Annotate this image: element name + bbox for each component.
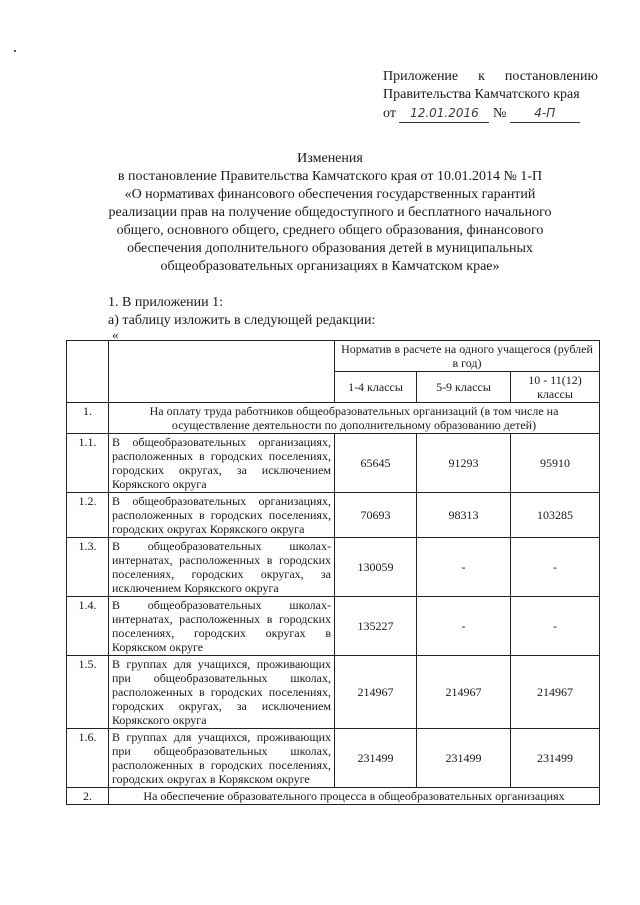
appendix-line-1: Приложение к постановлению (383, 69, 598, 84)
row-value-1-4: 214967 (335, 656, 417, 729)
table-row (67, 729, 600, 788)
table-row (67, 493, 600, 538)
section-text: На обеспечение образовательного процесса в общеобразовательных организациях (109, 788, 600, 805)
header-col-1-4: 1-4 классы (335, 372, 417, 403)
row-value-10-11: - (511, 538, 600, 597)
row-num: 1.3. (67, 538, 109, 597)
appendix-number: 4-П (510, 104, 580, 123)
row-value-5-9: 214967 (417, 656, 511, 729)
section-row (67, 788, 600, 805)
row-text: В общеобразовательных школах-интернатах, расположенных в городских поселениях, городских округах в Корякском округе (109, 597, 335, 656)
table-row (67, 597, 600, 656)
row-num: 1.1. (67, 434, 109, 493)
row-value-5-9: 231499 (417, 729, 511, 788)
row-value-1-4: 70693 (335, 493, 417, 538)
table-row (67, 656, 600, 729)
appendix-date: 12.01.2016 (399, 104, 489, 123)
appendix-line-3 (383, 104, 598, 123)
appendix-line-2: Правительства Камчатского края (383, 87, 580, 102)
row-num: 1.5. (67, 656, 109, 729)
section-text: На оплату труда работников общеобразовательных организаций (в том числе на осуществление деятельности по дополнительному образованию детей) (109, 403, 600, 434)
row-num: 1.2. (67, 493, 109, 538)
header-group: Норматив в расчете на одного учащегося (рублей в год) (335, 341, 600, 372)
norms-table (66, 340, 600, 805)
heading-line: общего, основного общего, среднего общего образования, финансового (116, 223, 544, 238)
row-value-1-4: 231499 (335, 729, 417, 788)
amendment-items (108, 294, 375, 330)
item-1a: а) таблицу изложить в следующей редакции: (108, 313, 376, 328)
item-1: 1. В приложении 1: (108, 295, 224, 310)
header-col-5-9: 5-9 классы (417, 372, 511, 403)
heading-line: в постановление Правительства Камчатского края от 10.01.2014 № 1-П (117, 169, 543, 184)
row-text: В группах для учащихся, проживающих при общеобразовательных школах, расположенных в городских поселениях, городских округах в Корякском округе (109, 729, 335, 788)
row-value-1-4: 130059 (335, 538, 417, 597)
row-value-10-11: 231499 (511, 729, 600, 788)
row-num: 1.4. (67, 597, 109, 656)
row-value-1-4: 135227 (335, 597, 417, 656)
appendix-number-sign: № (492, 106, 507, 121)
heading-line: обеспечения дополнительного образования детей в муниципальных (127, 241, 533, 256)
appendix-ot: от (383, 106, 396, 121)
row-value-5-9: - (417, 538, 511, 597)
row-value-10-11: 103285 (511, 493, 600, 538)
table-header-row (67, 341, 600, 372)
table-row (67, 538, 600, 597)
appendix-block (383, 68, 598, 123)
row-value-10-11: 95910 (511, 434, 600, 493)
scan-speck (14, 50, 16, 52)
heading-line: общеобразовательных организациях в Камчатском крае» (160, 259, 500, 274)
heading-title: Изменения (297, 151, 363, 166)
row-num: 1.6. (67, 729, 109, 788)
table-row (67, 434, 600, 493)
row-value-5-9: - (417, 597, 511, 656)
header-col-10-11: 10 - 11(12) классы (511, 372, 600, 403)
row-text: В общеобразовательных организациях, расположенных в городских поселениях, городских округах Корякского округа (109, 493, 335, 538)
header-empty-desc (109, 341, 335, 403)
document-heading (80, 150, 580, 276)
row-value-10-11: 214967 (511, 656, 600, 729)
heading-line: реализации прав на получение общедоступного и бесплатного начального (108, 205, 552, 220)
row-text: В общеобразовательных организациях, расположенных в городских поселениях, городских округах, за исключением Корякского округа (109, 434, 335, 493)
heading-line: «О нормативах финансового обеспечения государственных гарантий (124, 187, 536, 202)
row-text: В группах для учащихся, проживающих при общеобразовательных школах, расположенных в городских поселениях, городских округах, за исключением Корякского округа (109, 656, 335, 729)
open-quote: « (112, 327, 119, 342)
row-value-1-4: 65645 (335, 434, 417, 493)
row-text: В общеобразовательных школах-интернатах, расположенных в городских поселениях, городских округах, за исключением Корякского округа (109, 538, 335, 597)
row-value-5-9: 91293 (417, 434, 511, 493)
row-value-10-11: - (511, 597, 600, 656)
section-num: 1. (67, 403, 109, 434)
row-value-5-9: 98313 (417, 493, 511, 538)
section-num: 2. (67, 788, 109, 805)
header-empty-num (67, 341, 109, 403)
section-row (67, 403, 600, 434)
